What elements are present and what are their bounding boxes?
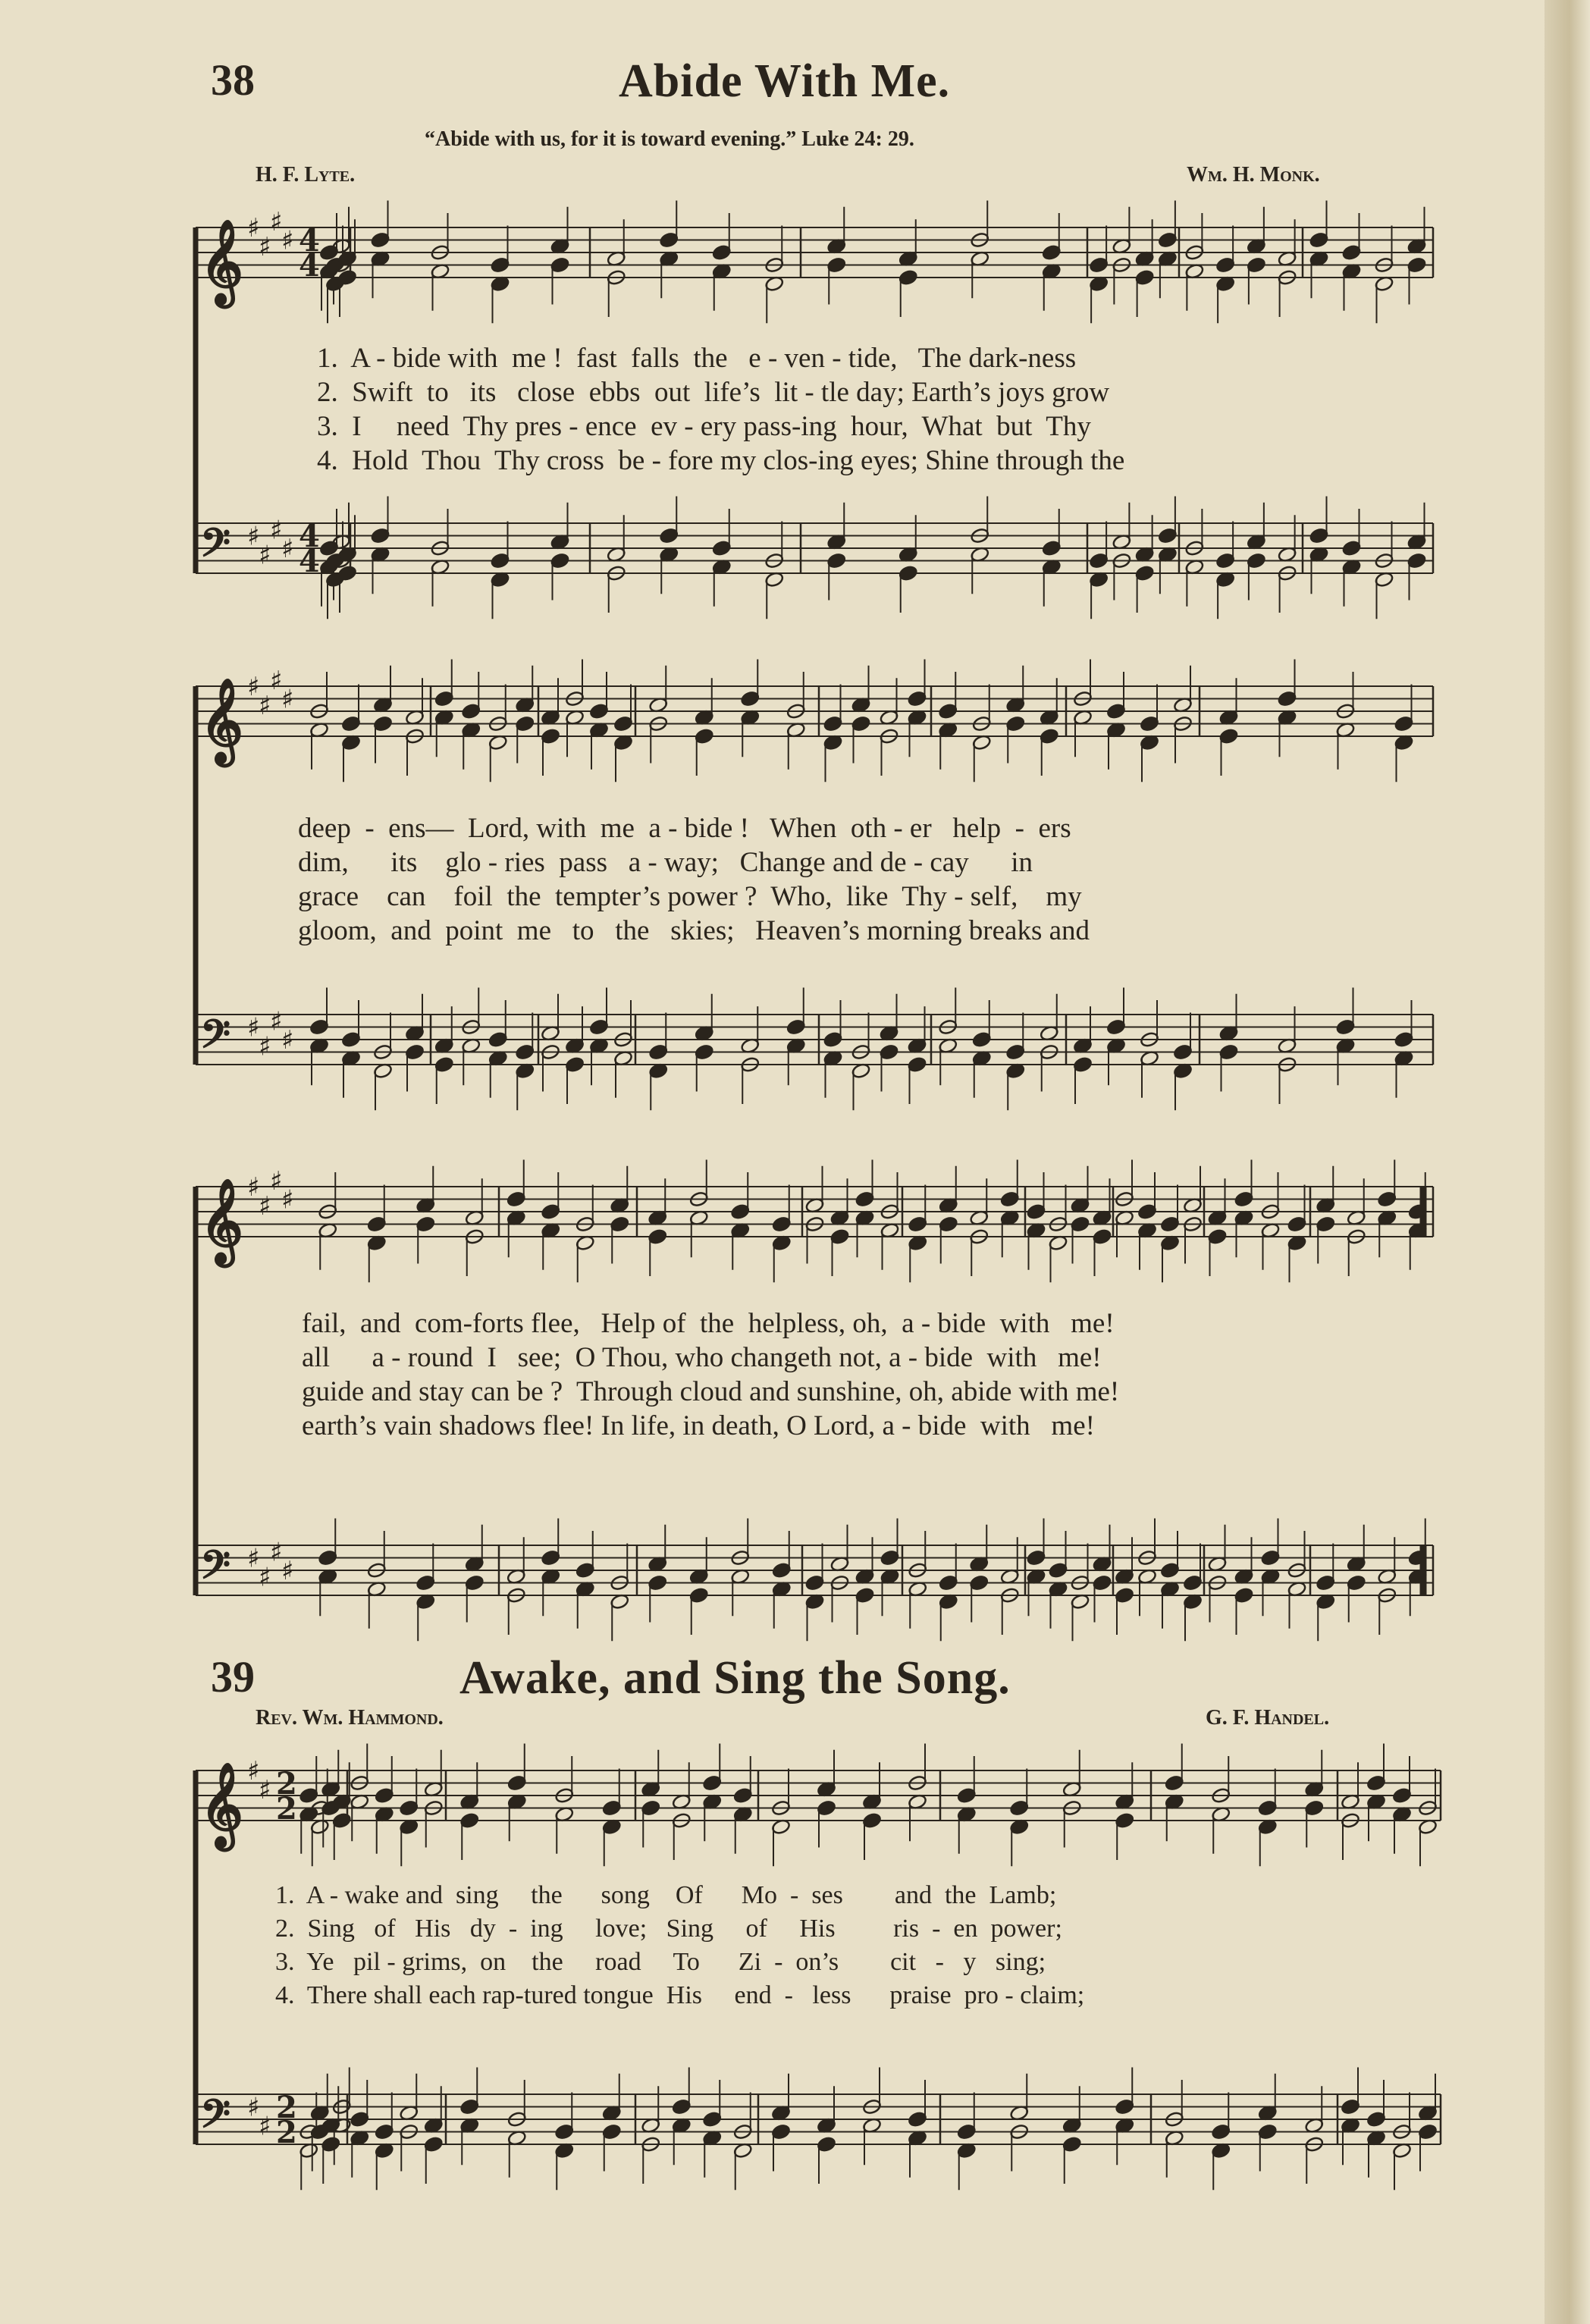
sharp-sign: ♯ xyxy=(281,534,294,564)
sharp-sign: ♯ xyxy=(259,1562,271,1593)
sharp-sign: ♯ xyxy=(247,521,260,552)
lyric-line: deep - ens— Lord, with me a - bide ! When oth - er help - ers xyxy=(298,813,1071,844)
author-credit: H. F. Lyte. xyxy=(256,163,356,187)
sharp-sign: ♯ xyxy=(259,231,271,262)
time-signature: 2 xyxy=(276,2115,297,2150)
bass-clef: 𝄢 xyxy=(200,1011,231,1067)
lyrics-system-2 xyxy=(298,811,1090,948)
lyric-line: 3. Ye pil - grims, on the road To Zi - on’s cit - y sing; xyxy=(275,1948,1046,1976)
lyric-line: 1. A - bide with me ! fast falls the e - ven - tide, The dark-ness xyxy=(317,343,1077,374)
sharp-sign: ♯ xyxy=(270,1537,283,1568)
time-signature: 2 xyxy=(276,2090,297,2125)
hymn-title-awake: Awake, and Sing the Song. xyxy=(459,1652,1011,1704)
lyric-line: all a - round I see; O Thou, who changeth not, a - bide with me! xyxy=(302,1342,1102,1373)
treble-clef: 𝄞 xyxy=(200,218,243,304)
lyrics-hymn-39 xyxy=(275,1879,1084,2012)
lyric-line: 4. There shall each rap-tured tongue His end - less praise pro - claim; xyxy=(275,1981,1085,2009)
page-number: 38 xyxy=(211,55,255,105)
lyric-line: 1. A - wake and sing the song Of Mo - ses and the Lamb; xyxy=(275,1881,1057,1909)
lyrics-system-3 xyxy=(302,1306,1119,1443)
lyric-line: fail, and com-forts flee, Help of the helpless, oh, a - bide with me! xyxy=(302,1308,1115,1339)
sharp-sign: ♯ xyxy=(270,1165,283,1196)
sharp-sign: ♯ xyxy=(247,1756,260,1786)
lyric-line: 3. I need Thy pres - ence ev - ery pass-ing hour, What but Thy xyxy=(317,411,1091,442)
sharp-sign: ♯ xyxy=(247,1012,260,1043)
sharp-sign: ♯ xyxy=(281,225,294,256)
time-signature: 2 xyxy=(276,1791,297,1827)
sharp-sign: ♯ xyxy=(259,540,271,571)
treble-clef: 𝄞 xyxy=(200,1178,243,1263)
time-signature: 4 xyxy=(299,544,320,579)
bass-clef: 𝄢 xyxy=(200,2090,231,2147)
sharp-sign: ♯ xyxy=(259,1774,271,1805)
bass-clef: 𝄢 xyxy=(200,1541,231,1598)
time-signature: 2 xyxy=(276,1766,297,1802)
sharp-sign: ♯ xyxy=(247,2092,260,2123)
sharp-sign: ♯ xyxy=(270,515,283,546)
sharp-sign: ♯ xyxy=(281,1184,294,1215)
lyric-line: gloom, and point me to the skies; Heaven’s morning breaks and xyxy=(298,915,1090,946)
sharp-sign: ♯ xyxy=(281,1025,294,1055)
sharp-sign: ♯ xyxy=(270,206,283,237)
sharp-sign: ♯ xyxy=(281,1556,294,1586)
sharp-sign: ♯ xyxy=(247,213,260,243)
hymn-title-abide-with-me: Abide With Me. xyxy=(619,55,951,107)
sharp-sign: ♯ xyxy=(247,1543,260,1574)
sharp-sign: ♯ xyxy=(259,690,271,721)
hymn-number-39: 39 xyxy=(211,1652,255,1701)
time-signature: 4 xyxy=(299,248,320,284)
sharp-sign: ♯ xyxy=(247,672,260,702)
bass-clef: 𝄢 xyxy=(200,519,231,576)
lyric-line: 2. Swift to its close ebbs out life’s lit - tle day; Earth’s joys grow xyxy=(317,377,1110,408)
sharp-sign: ♯ xyxy=(247,1172,260,1203)
sharp-sign: ♯ xyxy=(270,1006,283,1037)
lyric-line: 2. Sing of His dy - ing love; Sing of His ris - en power; xyxy=(275,1915,1062,1943)
sharp-sign: ♯ xyxy=(259,1031,271,1062)
author-credit: Rev. Wm. Hammond. xyxy=(256,1706,444,1730)
time-signature: 4 xyxy=(299,519,320,554)
treble-clef: 𝄞 xyxy=(200,1761,243,1847)
lyric-line: guide and stay can be ? Through cloud and sunshine, oh, abide with me! xyxy=(302,1376,1120,1407)
lyrics-system-1 xyxy=(317,341,1124,478)
lyric-line: grace can foil the tempter’s power ? Who, like Thy - self, my xyxy=(298,881,1082,912)
time-signature: 4 xyxy=(299,223,320,259)
composer-credit: Wm. H. Monk. xyxy=(1187,163,1320,187)
lyric-line: earth’s vain shadows flee! In life, in death, O Lord, a - bide with me! xyxy=(302,1410,1095,1441)
lyric-line: dim, its glo - ries pass a - way; Change and de - cay in xyxy=(298,847,1033,878)
sharp-sign: ♯ xyxy=(259,1190,271,1222)
composer-credit: G. F. Handel. xyxy=(1206,1706,1330,1730)
epigraph: “Abide with us, for it is toward evening.” Luke 24: 29. xyxy=(425,127,914,151)
sharp-sign: ♯ xyxy=(281,684,294,715)
treble-clef: 𝄞 xyxy=(200,677,243,763)
sharp-sign: ♯ xyxy=(270,665,283,696)
sharp-sign: ♯ xyxy=(259,2111,271,2142)
lyric-line: 4. Hold Thou Thy cross be - fore my clos-ing eyes; Shine through the xyxy=(317,445,1125,476)
